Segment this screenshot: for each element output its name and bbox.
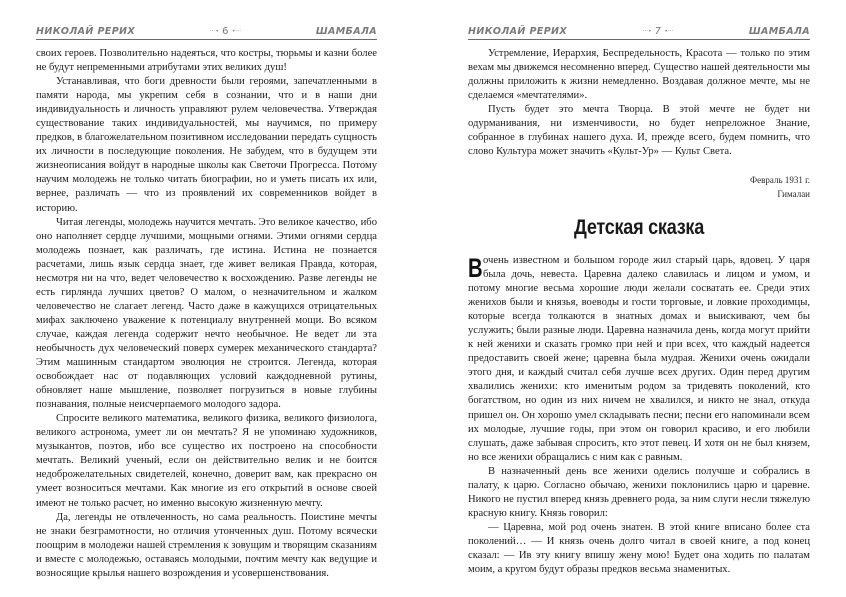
ornament-icon: ···• (209, 28, 220, 35)
paragraph: Пусть будет это мечта Творца. В этой мечте не будет ни одурманивания, ни изменчивости, но будет непреложное Знание, собранное в глубинах нашего духа. И, прежде всего, будем помнить, что слово Культура может значить «Культ-Ур» — Культ Света. (468, 104, 810, 158)
header-author: НИКОЛАЙ РЕРИХ (36, 26, 136, 37)
paragraph: Читая легенды, молодежь научится мечтать. Это великое качество, ибо оно наполняет сердце лучшими, мощными огнями. Этими огнями сердца молодежь познает, как различать, где истина. Истина не познается расчетами, лишь язык сердца знает, где живет великая Правда, которая, несмотря ни на что, ведет человечество к восхождению. Разве легенды не есть гирлянда лучших цветов? О малом, о незначительном и жалком человечество не слагает легенд. Часто даже в кажущихся отрицательных мифах заключено уважение к потенциалу внутренней мощи. Во всяком случае, каждая легенда содержит нечто необычное. Не ведет ли эта необычность дух человеческий поверх сумерек механического стандарта? Этим машинным стандартом эволюция не строится. Легенда, которая освобождает нас от подавляющих условий каждодневной рутины, обновляет наше мышление, позволяет погрузиться в новые глубины познавания, полные неисчерпаемого молодого задора. (36, 216, 377, 411)
paragraph: Да, легенды не отвлеченность, но сама реальность. Поистине мечты не знаки безграмотности, но отличия утонченных душ. Потому всячески поощрим в молодежи нашей стремления к зовущим и творящим сказаниям и вместе с молодежью, оставаясь молодыми, почтим мечту как ведущие и возносящие крылья нашего возрождения и усовершенствования. (36, 511, 377, 579)
page-folio (210, 26, 241, 37)
page-number: 6 (222, 26, 229, 37)
dateline (750, 173, 810, 201)
paragraph: В назначенный день все женихи оделись получше и собрались в палату, к царю. Согласно обычаю, женихи поклонились царю и царевне. Никого не пустил вперед князь древнего рода, за ним слуги несли тяжелую красную книгу. Князь говорил: (468, 465, 810, 519)
paragraph: своих героев. Позволительно надеяться, что костры, тюрьмы и казни более не будут непременными атрибутами этих великих душ! (36, 48, 377, 74)
running-header (36, 24, 377, 40)
running-header (468, 24, 810, 40)
ornament-icon: •··· (664, 28, 674, 35)
drop-cap: В (468, 253, 483, 283)
ornament-icon: ···• (642, 28, 652, 35)
page-number: 7 (654, 26, 662, 37)
chapter-body-text (468, 254, 810, 577)
paragraph (468, 254, 810, 465)
paragraph: Устремление, Иерархия, Беспредельность, Красота — только по этим вехам мы движемся несомненно вперед. Существо нашей деятельности мы должны приложить к жизни немедленно. Воздавая должное мечте, мы не сделаемся «мечтателями». (468, 48, 810, 102)
paragraph: Устанавливая, что боги древности были героями, запечатленными в памяти народа, мы укрепим себя в сознании, что и в наши дни индивидуальность и личность управляют рулем человечества. Утверждая существование таких индивидуальностей, мы научимся, по примеру предков, в благожелательном позитивном исследовании передать сущность их личности в последующие поколения. Не забудем, что в будущем эти жизнеописания войдут в народные школы как Светочи Прогресса. Потому научим молодежь не только читать биографии, но и уметь писать их или, вернее, различать — что из проявлений их современников войдет в историю. (36, 76, 377, 214)
body-text (468, 47, 810, 159)
left-page (0, 0, 422, 597)
header-book-title: ШАМБАЛА (748, 26, 810, 37)
dateline-place: Гималаи (777, 189, 810, 199)
chapter-title: Детская сказка (574, 216, 704, 239)
ornament-icon: •··· (231, 28, 242, 35)
header-book-title: ШАМБАЛА (315, 26, 377, 37)
paragraph: Спросите великого математика, великого физика, великого физиолога, великого астронома, умеет ли он мечтать? Я не упоминаю художников, музыкантов, поэтов, ибо все существо их построено на способности мечтать. Великий ученый, если он действительно велик и не боится недоброжелательных свидетелей, конечно, доверит вам, как прекрасно он умеет возноситься мечтами. Как многие из его открытий в основе своей имеют не только расчет, но именно высокую жизненную мечту. (36, 413, 377, 509)
header-author: НИКОЛАЙ РЕРИХ (468, 26, 568, 37)
dateline-date: Февраль 1931 г. (750, 175, 810, 185)
right-page (422, 0, 846, 597)
paragraph-text: очень известном и большом городе жил старый царь, вдовец. У царя была дочь, невеста. Царевна далеко славилась и лицом и умом, и потому многие весьма хорошие люди желали сосватать ее. Среди этих женихов были и князья, воеводы и гости торговые, и ловкие проходимцы, которые всегда толкаются в знатных домах и выискивают, чем бы услужить; были разные люди. Царевна назначила день, когда могут прийти к ней женихи и сказать громко при ней и при всех, что каждый надеется предоставить своей жене; царевна была мудрая. Женихи очень ожидали этого дня, и каждый считал себя лучше всех других. Один перед другим хвалились женихи: кто именитым родом за тридевять поколений, кто богатством, но один из них ничем не хвалился, и никто не знал, откуда пришел он. Он хорошо умел складывать песни; песни его напоминали всем их молодые, лучшие годы, при этом он говорил красиво, и его любили слушать, даже забывая спросить, кто этот певец. И хотя он не был князем, но все женихи обращались с ним как с равным. (468, 255, 810, 463)
paragraph: — Царевна, мой род очень знатен. В этой книге вписано более ста поколений… — И князь очень долго читал в своей книге, а под конец сказал: — Ив эту книгу впишу жену мою! Будет она ходить по палатам моим, а кругом будут образы предков весьма знаменитых. (468, 521, 810, 576)
page-folio (642, 26, 673, 37)
body-text (36, 47, 377, 581)
